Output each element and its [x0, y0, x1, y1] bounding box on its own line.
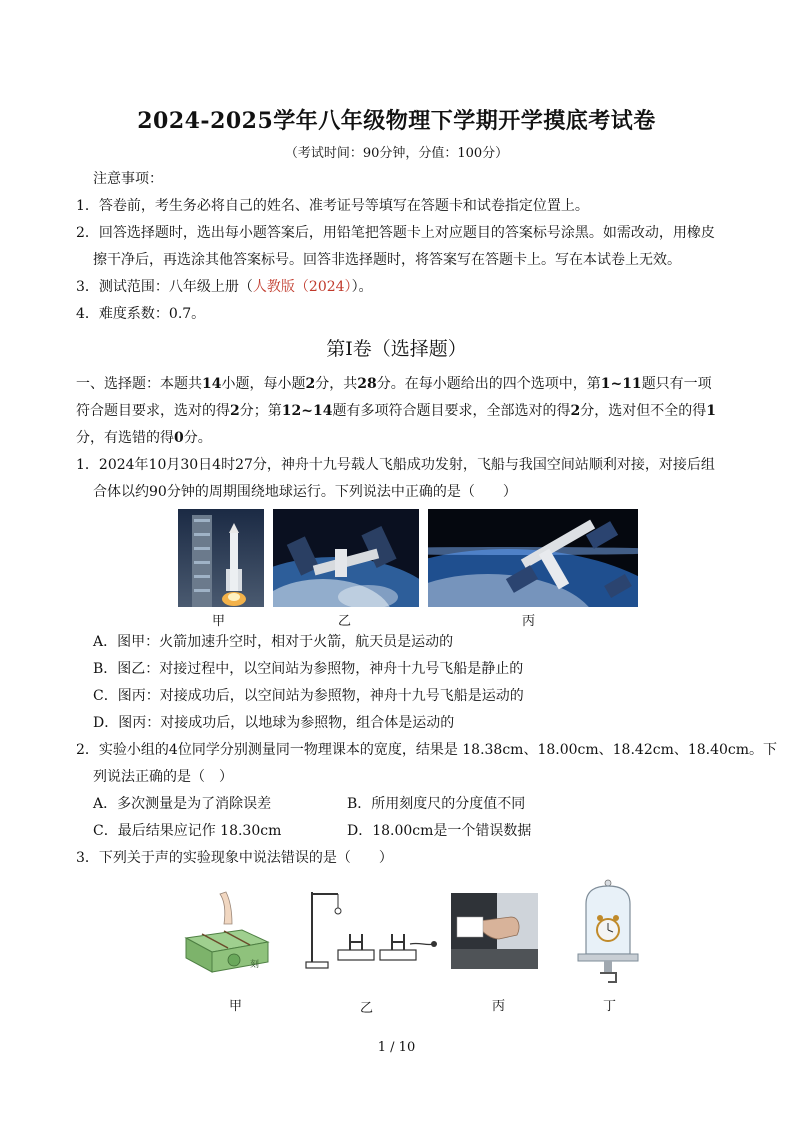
- q3-caption-ding: 丁: [603, 999, 617, 1014]
- q3-image-bell-jar: [576, 878, 640, 990]
- notice-heading: 注意事项：: [93, 171, 163, 187]
- intro-line-3: 分，有选错的得0分。: [76, 430, 212, 446]
- q3-stem: 3．下列关于声的实验现象中说法错误的是（ ）: [76, 850, 393, 866]
- q3-caption-bing: 丙: [492, 999, 506, 1014]
- q3-image-tuning-forks: [302, 886, 442, 978]
- intro-line-1: 一、选择题：本题共14小题，每小题2分，共28分。在每小题给出的四个选项中，第1~11题只有一项: [76, 376, 712, 392]
- notice-2a: 2．回答选择题时，选出每小题答案后，用铅笔把答题卡上对应题目的答案标号涂黑。如需改动，用橡皮: [76, 225, 715, 241]
- q2-option-d: D．18.00cm是一个错误数据: [347, 823, 532, 839]
- q2-option-b: B．所用刻度尺的分度值不同: [347, 796, 526, 812]
- q3-caption-yi: 乙: [360, 1001, 374, 1016]
- q1-option-d: D．图丙：对接成功后，以地球为参照物，组合体是运动的: [93, 715, 455, 731]
- notice-3: [76, 278, 373, 296]
- notice-4: 4．难度系数：0.7。: [76, 306, 206, 322]
- q2-stem-1: 2．实验小组的4位同学分别测量同一物理课本的宽度，结果是 18.38cm、18.00cm、18.42cm、18.40cm。下: [76, 742, 778, 758]
- notice-3-edition: 人教版（2024）: [252, 279, 352, 295]
- q1-image-orbit: [428, 509, 638, 607]
- notice-1: 1．答卷前，考生务必将自己的姓名、准考证号等填写在答题卡和试卷指定位置上。: [76, 198, 589, 214]
- section-title: 第Ⅰ卷（选择题）: [326, 338, 467, 360]
- q1-caption-yi: 乙: [338, 614, 352, 629]
- q2-option-a: A．多次测量是为了消除误差: [93, 796, 272, 812]
- exam-title: 2024-2025学年八年级物理下学期开学摸底考试卷: [137, 108, 656, 134]
- q1-option-a: A．图甲：火箭加速升空时，相对于火箭，航天员是运动的: [93, 634, 454, 650]
- notice-3-post: ）。: [351, 279, 373, 295]
- notice-3-pre: 3．测试范围：八年级上册（: [76, 279, 253, 295]
- q1-stem-1: 1．2024年10月30日4时27分，神舟十九号载人飞船成功发射，飞船与我国空间站顺利对接，对接后组: [76, 457, 715, 473]
- q1-option-c: C．图丙：对接成功后，以空间站为参照物，神舟十九号飞船是运动的: [93, 688, 524, 704]
- q2-stem-2: 列说法正确的是（ ）: [93, 769, 233, 785]
- q1-image-docking: [273, 509, 419, 607]
- exam-subtitle: （考试时间：90分钟，分值：100分）: [284, 146, 509, 161]
- q1-caption-bing: 丙: [522, 614, 536, 629]
- q3-box-label: 刻: [250, 960, 260, 970]
- q1-image-rocket: [178, 509, 264, 607]
- q1-caption-jia: 甲: [212, 614, 226, 629]
- q1-stem-2: 合体以约90分钟的周期围绕地球运行。下列说法中正确的是（ ）: [93, 484, 517, 500]
- q3-image-knocking: [451, 893, 538, 969]
- notice-2b: 擦干净后，再选涂其他答案标号。回答非选择题时，将答案写在答题卡上。写在本试卷上无效。: [93, 252, 681, 268]
- intro-line-2: 符合题目要求，选对的得2分；第12~14题有多项符合题目要求，全部选对的得2分，选对但不全的得1: [76, 403, 716, 419]
- q1-option-b: B．图乙：对接过程中，以空间站为参照物，神舟十九号飞船是静止的: [93, 661, 524, 677]
- q3-caption-jia: 甲: [229, 999, 243, 1014]
- q2-option-c: C．最后结果应记作 18.30cm: [93, 823, 282, 839]
- page-number: 1 / 10: [377, 1040, 416, 1055]
